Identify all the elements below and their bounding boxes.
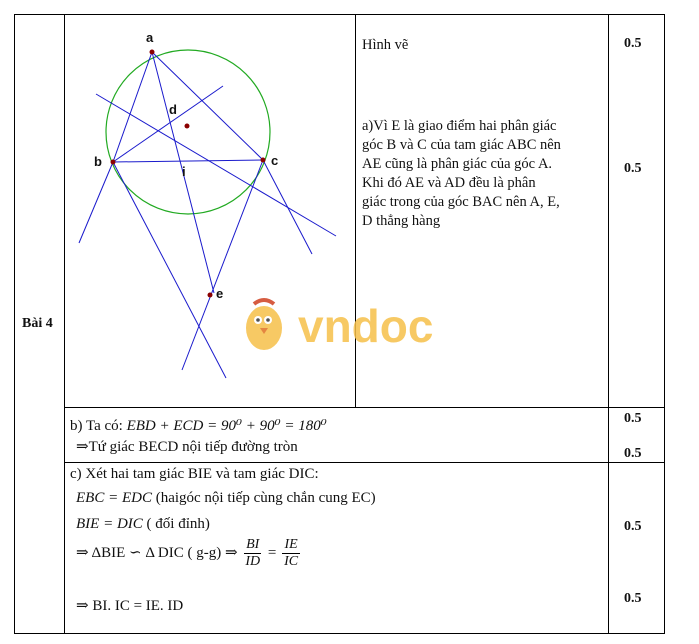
label-a: a	[146, 30, 154, 45]
part-c-similar: ⇒ ΔBIE ∽ Δ DIC ( g-g) ⇒	[76, 544, 238, 561]
part-b-conclusion: ⇒Tứ giác BECD nội tiếp đường tròn	[76, 439, 298, 455]
point-b	[111, 160, 116, 165]
part-a-line-4: Khi đó AE và AD đều là phân	[362, 175, 536, 191]
part-a-line-1: a)Vì E là giao điểm hai phân giác	[362, 118, 557, 134]
score-part-c-2: 0.5	[624, 591, 642, 606]
point-c	[261, 158, 266, 163]
part-c-eq1: EBC = EDC	[76, 490, 152, 506]
part-c-eq2: BIE = DIC	[76, 516, 143, 532]
score-part-b-2: 0.5	[624, 446, 642, 461]
part-c-eq2-line	[76, 516, 210, 533]
part-a-line-6: D thẳng hàng	[362, 213, 441, 229]
score-part-a: 0.5	[624, 161, 642, 176]
part-c-final: ⇒ BI. IC = IE. ID	[76, 598, 184, 614]
label-i: i	[182, 164, 186, 179]
label-c: c	[271, 153, 279, 168]
score-part-b-1: 0.5	[624, 411, 642, 426]
line-bd	[113, 86, 223, 162]
part-a-line-3: AE cũng là phân giác của góc A.	[362, 156, 553, 172]
circumcircle	[106, 50, 270, 214]
vndoc-watermark	[238, 292, 468, 362]
part-a-line-5: giác trong của góc BAC nên A, E,	[362, 194, 560, 210]
part-c-eq1-line	[76, 490, 376, 507]
watermark-text: vndoc	[298, 300, 434, 352]
part-b-intro: b) Ta có:	[70, 418, 123, 434]
part-b-equation: EBD + ECD = 90⁰ + 90⁰ = 180⁰	[126, 418, 327, 434]
part-b-equation-line	[70, 416, 327, 435]
part-c-similarity-line: ⇒ ΔBIE ∽ Δ DIC ( g-g) ⇒ $\frac{BI}{ID}$ = $\frac{IE}{IC}$	[76, 537, 299, 569]
score-figure: 0.5	[624, 36, 642, 51]
part-a-line-2: góc B và C của tam giác ABC nên	[362, 137, 561, 153]
line-b-down	[79, 162, 113, 243]
row-label: Bài 4	[22, 316, 53, 331]
ratio-bi-id: $\frac{BI}{ID}$	[245, 537, 261, 569]
label-d: d	[169, 102, 177, 117]
score-part-c-1: 0.5	[624, 519, 642, 534]
label-b: b	[94, 154, 102, 169]
bisector-b	[113, 162, 226, 378]
line-cd	[96, 94, 336, 236]
ratio-ie-ic: $\frac{IE}{IC}$	[284, 537, 299, 569]
label-e: e	[216, 286, 224, 301]
segment-bc	[113, 160, 263, 162]
line-c-down	[263, 160, 312, 254]
point-e	[208, 293, 213, 298]
part-c-intro: c) Xét hai tam giác BIE và tam giác DIC:	[70, 466, 319, 482]
part-c-eq1-note: (haigóc nội tiếp cùng chắn cung EC)	[155, 490, 376, 506]
part-c-eq2-note: ( đối đỉnh)	[146, 516, 210, 532]
figure-caption: Hình vẽ	[362, 37, 409, 53]
point-center	[185, 124, 190, 129]
point-a	[150, 50, 155, 55]
